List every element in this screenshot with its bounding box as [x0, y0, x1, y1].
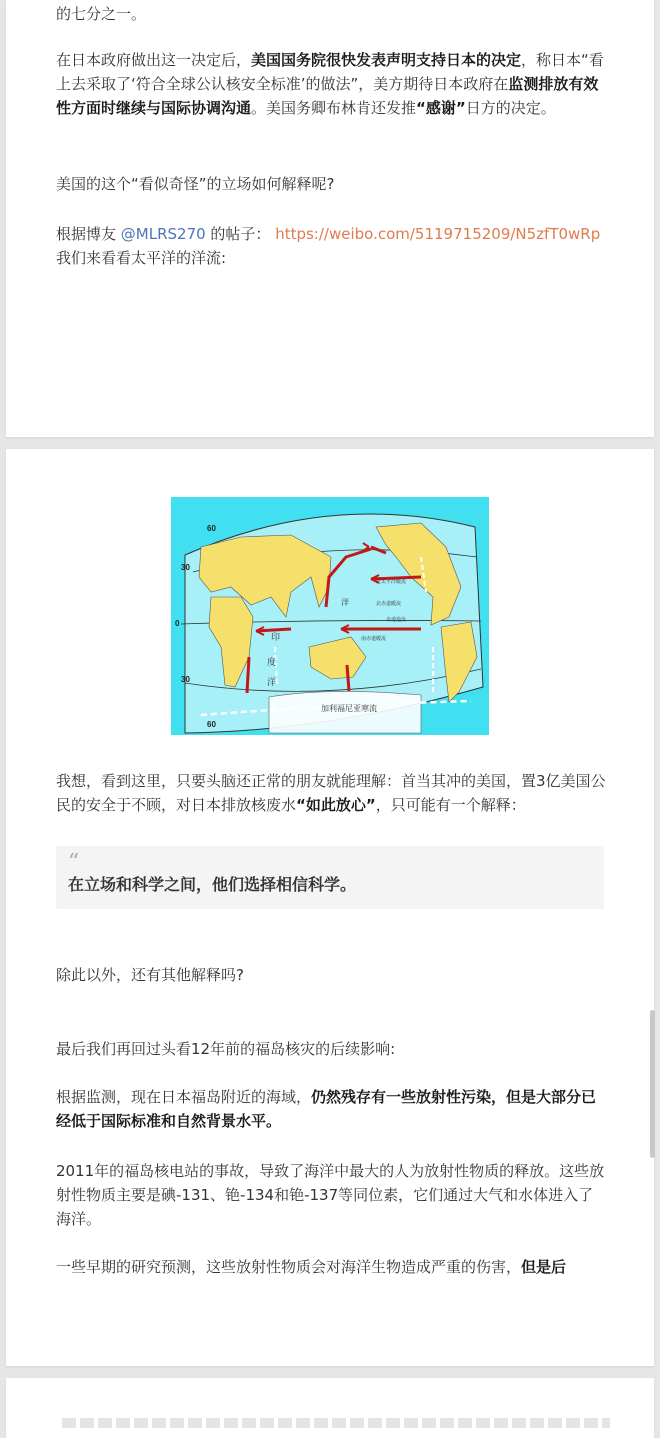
lat-label-0: 0: [175, 619, 180, 628]
post-card-2: [6, 449, 654, 1366]
paragraph-monitoring: 根据监测，现在日本福岛附近的海域，仍然残存有一些放射性污染，但是大部分已经低于国际标准和自然背景水平。: [56, 1088, 597, 1130]
quote-text: 在立场和科学之间，他们选择相信科学。: [68, 875, 357, 894]
quote-mark-icon: “: [68, 850, 80, 875]
user-mention-link[interactable]: @MLRS270: [120, 225, 206, 243]
post-card-1: [6, 0, 654, 437]
paragraph-source: 根据博友 @MLRS270 的帖子： https://weibo.com/5119715209/N5zfT0wRp 我们来看看太平洋的洋流:: [56, 225, 601, 267]
ocean-currents-map[interactable]: [171, 497, 489, 735]
map-label: 赤道逆流: [386, 617, 407, 623]
paragraph: 最后我们再回过头看12年前的福岛核灾的后续影响:: [56, 1040, 396, 1058]
map-label: 南赤道暖流: [361, 636, 387, 642]
paragraph-question: 美国的这个“看似奇怪”的立场如何解释呢?: [56, 175, 335, 193]
map-label: 印: [271, 633, 281, 643]
map-label: 洋: [341, 598, 349, 607]
lat-label-60n: 60: [207, 524, 216, 533]
page-scrollbar[interactable]: [650, 1010, 655, 1158]
map-label: 洋: [267, 678, 277, 688]
paragraph-conclusion: 我想，看到这里，只要头脑还正常的朋友就能理解：首当其冲的美国，置3亿美国公民的安全于不顾，对日本排放核废水“如此放心”，只可能有一个解释：: [56, 772, 606, 814]
map-label: 度: [267, 658, 277, 668]
paragraph: 除此以外，还有其他解释吗?: [56, 966, 244, 984]
map-label: 加利福尼亚寒流: [321, 704, 377, 713]
paragraph-research: 一些早期的研究预测，这些放射性物质会对海洋生物造成严重的伤害，但是后: [56, 1258, 567, 1276]
map-label: 北赤道暖流: [376, 601, 402, 607]
weibo-url-link[interactable]: https://weibo.com/5119715209/N5zfT0wRp: [275, 225, 601, 243]
paragraph-accident: 2011年的福岛核电站的事故，导致了海洋中最大的人为放射性物质的释放。这些放射性物质主要是碘-131、铯-134和铯-137等同位素，它们通过大气和水体进入了海洋。: [56, 1162, 605, 1228]
paragraph-us-statement: 在日本政府做出这一决定后，美国国务院很快发表声明支持日本的决定，称日本“看上去采取了‘符合全球公认核安全标准’的做法”，美方期待日本政府在监测排放有效性方面时继续与国际协调沟通。美国务卿布林肯还发推“感谢”日方的决定。: [56, 51, 604, 117]
cropped-text-line: [62, 1418, 610, 1428]
paragraph: 的七分之一。: [56, 5, 147, 23]
lat-label-30n: 30: [181, 563, 190, 572]
map-graphic: [171, 497, 489, 735]
lat-label-60s: 60: [207, 720, 216, 729]
post-card-3: [6, 1378, 654, 1438]
blockquote: [56, 846, 604, 909]
lat-label-30s: 30: [181, 675, 190, 684]
map-label: 北太平洋暖流: [376, 579, 407, 585]
